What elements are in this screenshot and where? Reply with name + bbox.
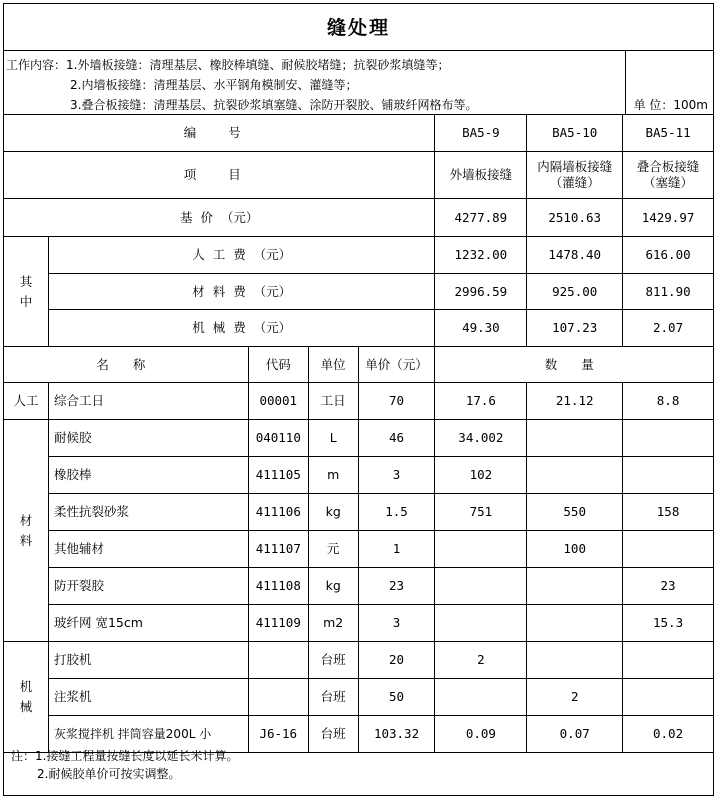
resource-name: 灰浆搅拌机 拌筒容量200L 小 bbox=[48, 716, 248, 753]
resource-code: 040110 bbox=[248, 420, 308, 457]
base-price-value: 2510.63 bbox=[527, 199, 623, 237]
resource-qty: 23 bbox=[623, 568, 714, 605]
work-line-3: 3.叠合板接缝：清理基层、抗裂砂浆填塞缝、涂防开裂胶、铺玻纤网格布等。 bbox=[70, 98, 478, 112]
resource-code: 00001 bbox=[248, 383, 308, 420]
item-header: 项 目 bbox=[4, 152, 435, 199]
resource-qty bbox=[527, 642, 623, 679]
resource-price: 1 bbox=[358, 531, 435, 568]
resource-name: 柔性抗裂砂浆 bbox=[48, 494, 248, 531]
group-material-text: 材料 bbox=[19, 512, 33, 548]
resource-qty bbox=[527, 420, 623, 457]
work-content bbox=[3, 50, 714, 114]
cost-value: 2996.59 bbox=[435, 274, 527, 310]
unit-divider bbox=[625, 50, 626, 114]
item-line: （灌缝） bbox=[549, 175, 600, 190]
resource-code bbox=[248, 642, 308, 679]
footnote-line-1: 注：1.接缝工程量按缝长度以延长米计算。 bbox=[11, 749, 239, 763]
column-header-row bbox=[4, 347, 714, 383]
cost-value: 2.07 bbox=[623, 310, 714, 347]
resource-qty bbox=[435, 531, 527, 568]
resource-code: J6-16 bbox=[248, 716, 308, 753]
resource-price: 20 bbox=[358, 642, 435, 679]
resource-qty bbox=[527, 568, 623, 605]
resource-qty: 102 bbox=[435, 457, 527, 494]
quota-sheet bbox=[3, 3, 714, 796]
resource-code: 411108 bbox=[248, 568, 308, 605]
base-price-value: 1429.97 bbox=[623, 199, 714, 237]
resource-qty bbox=[435, 605, 527, 642]
page-title: 缝处理 bbox=[326, 17, 390, 39]
code-ba5-10: BA5-10 bbox=[527, 115, 623, 152]
col-price: 单价（元） bbox=[358, 347, 435, 383]
cost-value: 49.30 bbox=[435, 310, 527, 347]
resource-qty: 21.12 bbox=[527, 383, 623, 420]
material-row bbox=[4, 568, 714, 605]
item-slab bbox=[623, 152, 714, 199]
resource-name: 橡胶棒 bbox=[48, 457, 248, 494]
footnote-line-2: 2.耐候胶单价可按实调整。 bbox=[37, 767, 181, 781]
resource-qty: 100 bbox=[527, 531, 623, 568]
resource-unit: kg bbox=[308, 568, 358, 605]
resource-code: 411107 bbox=[248, 531, 308, 568]
col-unit: 单位 bbox=[308, 347, 358, 383]
material-cost-row bbox=[4, 274, 714, 310]
resource-qty bbox=[623, 531, 714, 568]
resource-qty: 17.6 bbox=[435, 383, 527, 420]
material-row bbox=[4, 531, 714, 568]
resource-code: 411106 bbox=[248, 494, 308, 531]
resource-code: 411109 bbox=[248, 605, 308, 642]
resource-code bbox=[248, 679, 308, 716]
resource-qty: 15.3 bbox=[623, 605, 714, 642]
machine-row bbox=[4, 679, 714, 716]
cost-value: 1232.00 bbox=[435, 237, 527, 274]
resource-qty bbox=[435, 568, 527, 605]
material-row bbox=[4, 420, 714, 457]
item-line: 内隔墙板接缝 bbox=[537, 159, 613, 174]
resource-unit: kg bbox=[308, 494, 358, 531]
resource-qty bbox=[527, 457, 623, 494]
item-interior-wall bbox=[527, 152, 623, 199]
cost-value: 925.00 bbox=[527, 274, 623, 310]
base-price-label: 基 价 （元） bbox=[4, 199, 435, 237]
cost-value: 616.00 bbox=[623, 237, 714, 274]
code-ba5-9: BA5-9 bbox=[435, 115, 527, 152]
item-line: 叠合板接缝 bbox=[636, 159, 700, 174]
resource-unit: 台班 bbox=[308, 679, 358, 716]
col-qty: 数 量 bbox=[435, 347, 714, 383]
footnote bbox=[11, 747, 238, 783]
resource-qty bbox=[623, 679, 714, 716]
resource-unit: 台班 bbox=[308, 642, 358, 679]
material-row bbox=[4, 494, 714, 531]
col-code: 代码 bbox=[248, 347, 308, 383]
resource-price: 1.5 bbox=[358, 494, 435, 531]
resource-unit: L bbox=[308, 420, 358, 457]
work-line-2: 2.内墙板接缝：清理基层、水平钢角模制安、灌缝等； bbox=[70, 78, 358, 92]
resource-unit: m bbox=[308, 457, 358, 494]
resource-price: 46 bbox=[358, 420, 435, 457]
resource-name: 防开裂胶 bbox=[48, 568, 248, 605]
resource-qty bbox=[623, 457, 714, 494]
group-machine bbox=[4, 642, 49, 753]
resource-name: 玻纤网 宽15cm bbox=[48, 605, 248, 642]
cost-value: 811.90 bbox=[623, 274, 714, 310]
resource-unit: 元 bbox=[308, 531, 358, 568]
resource-unit: 台班 bbox=[308, 716, 358, 753]
resource-price: 103.32 bbox=[358, 716, 435, 753]
resource-price: 3 bbox=[358, 605, 435, 642]
item-exterior-wall bbox=[435, 152, 527, 199]
item-line: （塞缝） bbox=[643, 175, 694, 190]
resource-qty: 0.09 bbox=[435, 716, 527, 753]
resource-name: 打胶机 bbox=[48, 642, 248, 679]
resource-unit: m2 bbox=[308, 605, 358, 642]
resource-price: 70 bbox=[358, 383, 435, 420]
work-line-1: 工作内容：1.外墙板接缝：清理基层、橡胶棒填缝、耐候胶堵缝；抗裂砂浆填缝等； bbox=[6, 58, 450, 72]
resource-qty bbox=[435, 679, 527, 716]
resource-qty: 550 bbox=[527, 494, 623, 531]
unit-label: 单 位：100m bbox=[633, 98, 708, 112]
material-row bbox=[4, 605, 714, 642]
resource-price: 23 bbox=[358, 568, 435, 605]
resource-name: 其他辅材 bbox=[48, 531, 248, 568]
cost-label: 人 工 费 （元） bbox=[48, 237, 434, 274]
quota-table bbox=[3, 114, 714, 753]
item-row bbox=[4, 152, 714, 199]
code-row bbox=[4, 115, 714, 152]
cost-label: 机 械 费 （元） bbox=[48, 310, 434, 347]
group-machine-text: 机械 bbox=[19, 679, 33, 714]
material-row bbox=[4, 457, 714, 494]
base-price-value: 4277.89 bbox=[435, 199, 527, 237]
base-price-row bbox=[4, 199, 714, 237]
resource-qty: 2 bbox=[527, 679, 623, 716]
resource-qty bbox=[623, 642, 714, 679]
cost-value: 1478.40 bbox=[527, 237, 623, 274]
resource-qty: 2 bbox=[435, 642, 527, 679]
resource-unit: 工日 bbox=[308, 383, 358, 420]
group-labor: 人工 bbox=[4, 383, 49, 420]
resource-qty: 8.8 bbox=[623, 383, 714, 420]
resource-qty bbox=[527, 605, 623, 642]
resource-name: 综合工日 bbox=[48, 383, 248, 420]
resource-qty bbox=[623, 420, 714, 457]
cost-value: 107.23 bbox=[527, 310, 623, 347]
resource-qty: 0.02 bbox=[623, 716, 714, 753]
code-header: 编 号 bbox=[4, 115, 435, 152]
cost-label: 材 料 费 （元） bbox=[48, 274, 434, 310]
machine-row bbox=[4, 642, 714, 679]
resource-qty: 158 bbox=[623, 494, 714, 531]
qizhong-label bbox=[4, 237, 49, 347]
machine-cost-row bbox=[4, 310, 714, 347]
resource-qty: 34.002 bbox=[435, 420, 527, 457]
col-name: 名 称 bbox=[4, 347, 249, 383]
resource-price: 50 bbox=[358, 679, 435, 716]
resource-qty: 751 bbox=[435, 494, 527, 531]
labor-row bbox=[4, 383, 714, 420]
item-line: 外墙板接缝 bbox=[449, 167, 513, 182]
group-material bbox=[4, 420, 49, 642]
resource-name: 耐候胶 bbox=[48, 420, 248, 457]
resource-price: 3 bbox=[358, 457, 435, 494]
code-ba5-11: BA5-11 bbox=[623, 115, 714, 152]
labor-cost-row bbox=[4, 237, 714, 274]
resource-name: 注浆机 bbox=[48, 679, 248, 716]
resource-code: 411105 bbox=[248, 457, 308, 494]
resource-qty: 0.07 bbox=[527, 716, 623, 753]
qizhong-text: 其中 bbox=[19, 273, 33, 309]
